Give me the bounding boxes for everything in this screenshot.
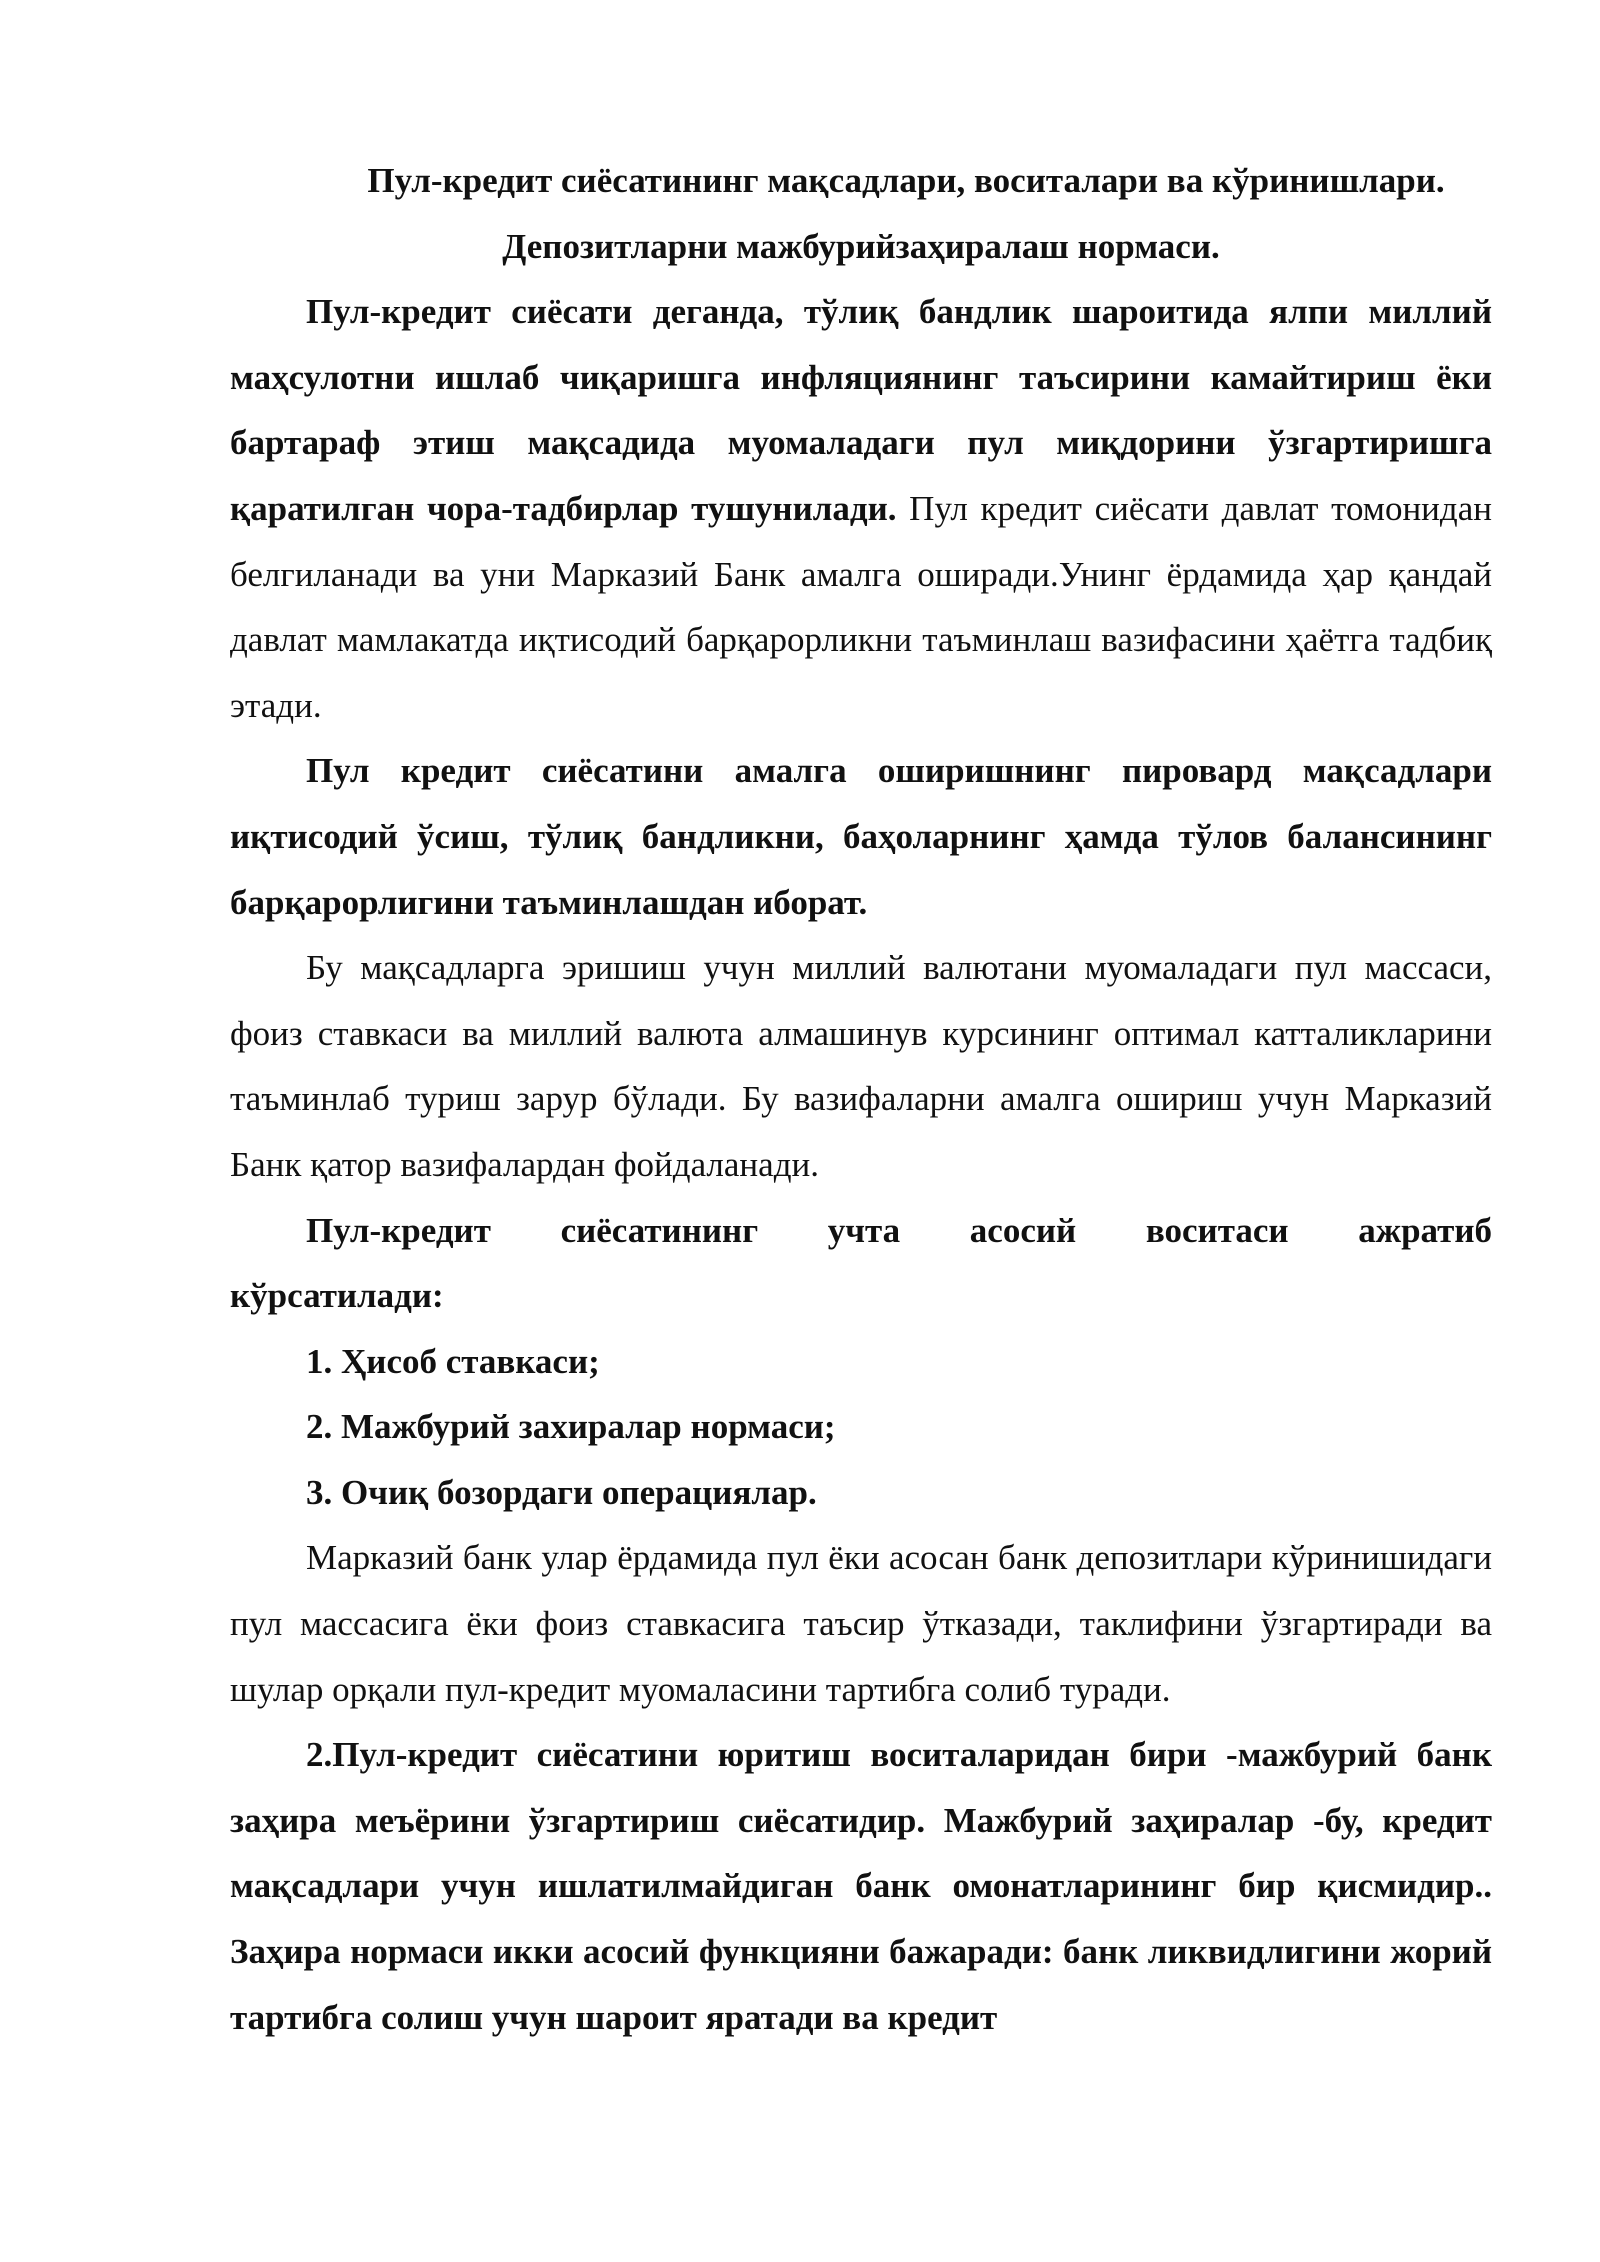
list-item-reserve-requirements: 2. Мажбурий захиралар нормаси;: [306, 1407, 836, 1447]
paragraph-achieving-goals: Бу мақсадларга эришиш учун миллий валютани муомаладаги пул массаси, фоиз ставкаси ва миллий валюта алмашинув курсининг оптимал катталикларини таъминлаб туриш зарур бўлади. Бу вазифаларни амалга ошириш учун Марказий Банк қатор вазифалардан фойдаланади.: [230, 948, 1492, 1184]
paragraph-central-bank-influence: Марказий банк улар ёрдамида пул ёки асосан банк депозитлари кўринишидаги пул массасига ёки фоиз ставкасига таъсир ўтказади, таклифини ўзгартиради ва шулар орқали пул-кредит муомаласини тартибга солиб туради.: [230, 1538, 1492, 1709]
paragraph-bold-text: 2.Пул-кредит сиёсатини юритиш воситаларидан бири -мажбурий банк заҳира меъёрини ўзгартириш сиёсатидир. Мажбурий заҳиралар -бу, кредит мақсадлари учун ишлатилмайдиган банк омонатларининг бир қисмидир.. Заҳира нормаси икки асосий функцияни бажаради: банк ликвидлигини жорий тартибга солиш учун шароит яратади ва кредит: [230, 1735, 1492, 2037]
paragraph-three-instruments-line-1: Пул-кредит сиёсатининг учта асосий воситаси ажратиб: [306, 1210, 1492, 1250]
paragraph-reserve-requirement-policy: [230, 1722, 1492, 2050]
document-title-line-2: Депозитларни мажбурийзаҳиралаш нормаси.: [502, 226, 1220, 266]
paragraph-bold-text: Пул-кредит сиёсати деганда, тўлиқ бандлик шароитида ялпи миллий маҳсулотни ишлаб чиқаришга инфляциянинг таъсирини камайтириш ёки бартараф этиш мақсадида муомаладаги пул миқдорини ўзгартиришга қаратилган чора-тадбирлар тушунилади.: [230, 292, 1492, 528]
paragraph-bold-text: Пул кредит сиёсатини амалга оширишнинг пировард мақсадлари иқтисодий ўсиш, тўлиқ бандликни, баҳоларнинг ҳамда тўлов балансининг барқарорлигини таъминлашдан иборат.: [230, 751, 1492, 922]
document-title-line-1: Пул-кредит сиёсатининг мақсадлари, воситалари ва кўринишлари.: [367, 161, 1445, 200]
list-item-open-market-operations: 3. Очиқ бозордаги операциялар.: [306, 1472, 817, 1512]
paragraph-three-instruments-line-2: кўрсатилади:: [230, 1276, 444, 1316]
document-page: [230, 148, 1492, 2050]
paragraph-normal-text: Пул кредит сиёсати давлат томонидан белгиланади ва уни Марказий Банк амалга оширади.Унинг ёрдамида ҳар қандай давлат мамлакатда иқтисодий барқарорликни таъминлаш вазифасини ҳаётга тадбиқ этади.: [230, 488, 1492, 725]
paragraph-policy-goals: [230, 738, 1492, 935]
list-item-discount-rate: 1. Ҳисоб ставкаси;: [306, 1341, 600, 1381]
paragraph-monetary-policy-definition: [230, 279, 1492, 738]
